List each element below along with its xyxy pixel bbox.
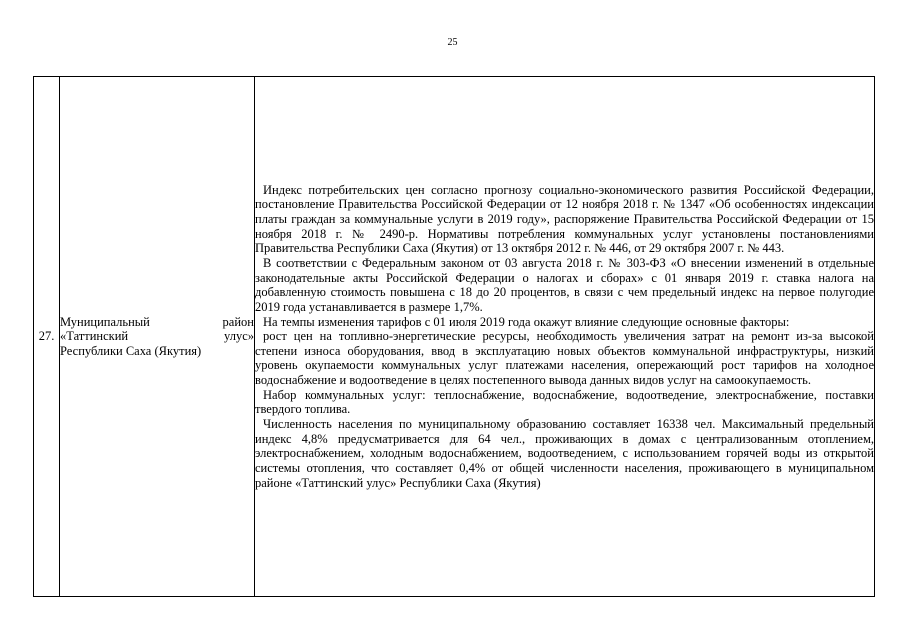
table-row <box>34 77 875 597</box>
municipality-name-line: Республики Саха (Якутия) <box>60 343 202 358</box>
paragraph-factors: рост цен на топливно-энергетические ресурсы, необходимость увеличения затрат на ремонт из-за высокой степени износа оборудования, ввод в эксплуатацию новых объектов коммунальной инфраструктуры, низкий уровень окупаемости коммунальных услуг платежами населения, опережающий рост тарифов на холодное водоснабжение и водоотведение в целях постепенного вывода данных видов услуг на самоокупаемость. <box>255 329 874 388</box>
row-number: 27. <box>34 77 60 597</box>
justification-text <box>255 77 875 597</box>
page-number: 25 <box>447 37 458 48</box>
municipality-name-line: «Таттинский улус» <box>60 329 254 344</box>
municipality-name-line: Муниципальный район <box>60 315 254 330</box>
paragraph-population: Численность населения по муниципальному образованию составляет 16338 чел. Максимальный предельный индекс 4,8% предусматривается для 64 чел., проживающих в домах с централизованным отоплением, электроснабжением, холодным водоснабжением, водоотведением, с использованием горячей воды из открытой системы отопления, что составляет 0,4% от общей численности населения, проживающего в муниципальном районе «Таттинский улус» Республики Саха (Якутия) <box>255 417 874 490</box>
municipality-name <box>60 77 255 597</box>
tariff-table <box>33 76 875 597</box>
paragraph-factors-intro: На темпы изменения тарифов с 01 июля 2019 года окажут влияние следующие основные факторы: <box>263 314 790 329</box>
paragraph-vat: В соответствии с Федеральным законом от 03 августа 2018 г. № 303-ФЗ «О внесении изменений в отдельные законодательные акты Российской Федерации о налогах и сборах» с 01 января 2019 г. ставка налога на добавленную стоимость повышена с 18 до 20 процентов, в связи с чем предельный индекс на первое полугодие 2019 года устанавливается в размере 1,7%. <box>255 255 874 314</box>
paragraph-cpi: Индекс потребительских цен согласно прогнозу социально-экономического развития Российской Федерации, постановление Правительства Российской Федерации от 12 ноября 2018 г. № 1347 «Об особенностях индексации платы граждан за коммунальные услуги в 2019 году», распоряжение Правительства Российской Федерации от 15 ноября 2018 г. № 2490-р. Нормативы потребления коммунальных услуг установлены постановлениями Правительства Республики Саха (Якутия) от 13 октября 2012 г. № 446, от 29 октября 2007 г. № 443. <box>255 182 874 256</box>
paragraph-services: Набор коммунальных услуг: теплоснабжение, водоснабжение, водоотведение, электроснабжение, поставки твердого топлива. <box>255 387 874 417</box>
